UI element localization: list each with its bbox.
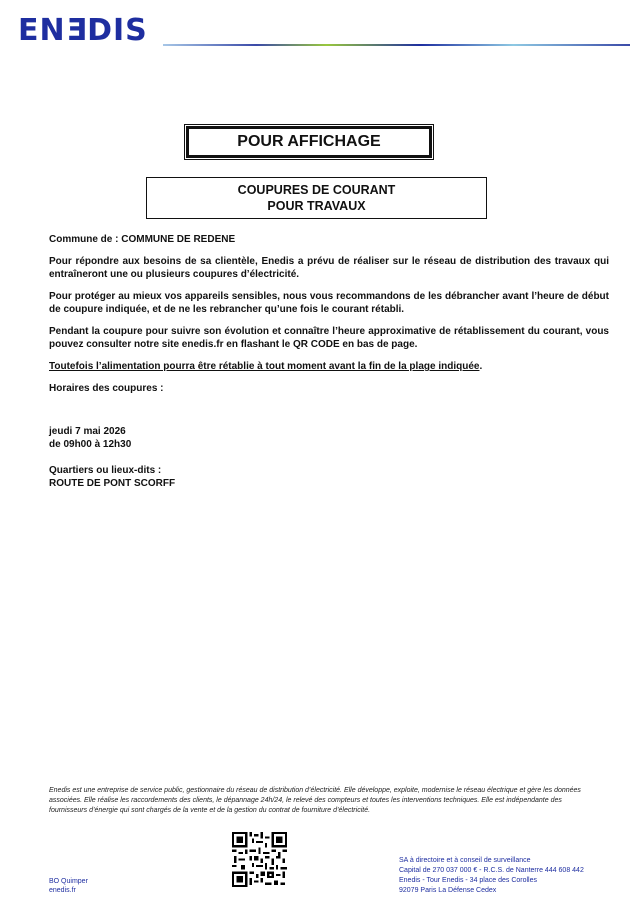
commune-value: COMMUNE DE REDENE (121, 234, 236, 245)
notice-title: POUR AFFICHAGE (237, 133, 381, 150)
paragraph-4 (49, 360, 609, 373)
outage-date: jeudi 7 mai 2026 (49, 426, 126, 437)
footer-office: BO Quimper (49, 878, 88, 885)
footer-legal-text: Enedis est une entreprise de service public, gestionnaire du réseau de distribution d’électricité. Elle développe, exploite, modernise le réseau électrique et gère les données associées. Elle réalise les raccordements des clients, le dépannage 24h/24, le relevé des compteurs et toutes les interventions techniques. Elle est indépendante des fournisseurs d’énergie qui sont chargés de la vente et de la gestion du contrat de fourniture d’électricité. (49, 787, 581, 814)
footer-address-line1: Enedis - Tour Enedis - 34 place des Corolles (399, 877, 538, 884)
paragraph-1: Pour répondre aux besoins de sa clientèle, Enedis a prévu de réaliser sur le réseau de distribution des travaux qui entraîneront une ou plusieurs coupures d’électricité. (49, 256, 609, 280)
notice-title-box (186, 126, 432, 158)
qr-code-icon[interactable] (232, 832, 287, 887)
paragraph-2: Pour protéger au mieux vos appareils sensibles, nous vous recommandons de les débrancher avant l’heure de début de coupure indiquée, et de ne les rebrancher qu’une fois le courant rétabli. (49, 291, 609, 315)
horaires-label: Horaires des coupures : (49, 383, 164, 394)
notice-subtitle-box (146, 177, 487, 219)
paragraph-4-underlined: Toutefois l’alimentation pourra être rétablie à tout moment avant la fin de la plage indiquée (49, 361, 480, 372)
paragraph-4-end: . (479, 361, 483, 372)
quartiers-value: ROUTE DE PONT SCORFF (49, 478, 176, 489)
notice-subtitle-line2: POUR TRAVAUX (267, 199, 366, 213)
footer-company-type: SA à directoire et à conseil de surveillance (399, 857, 531, 864)
enedis-logo: ENEDIS (18, 13, 148, 48)
footer-right-block (399, 856, 584, 896)
footer-capital: Capital de 270 037 000 € - R.C.S. de Nanterre 444 608 442 (399, 867, 584, 874)
commune-label: Commune de : (49, 234, 122, 245)
header-divider (163, 44, 630, 46)
notice-subtitle-line1: COUPURES DE COURANT (237, 183, 396, 197)
commune-line (49, 233, 609, 246)
footer-website-link[interactable]: enedis.fr (49, 887, 76, 894)
outage-time-range: de 09h00 à 12h30 (49, 439, 132, 450)
quartiers-label: Quartiers ou lieux-dits : (49, 465, 162, 476)
footer-address-line2: 92079 Paris La Défense Cedex (399, 887, 497, 894)
notice-body (49, 233, 609, 490)
paragraph-3: Pendant la coupure pour suivre son évolution et connaître l’heure approximative de rétablissement du courant, vous pouvez consulter notre site enedis.fr en flashant le QR CODE en bas de page. (49, 326, 609, 350)
footer-left-block (49, 877, 88, 895)
